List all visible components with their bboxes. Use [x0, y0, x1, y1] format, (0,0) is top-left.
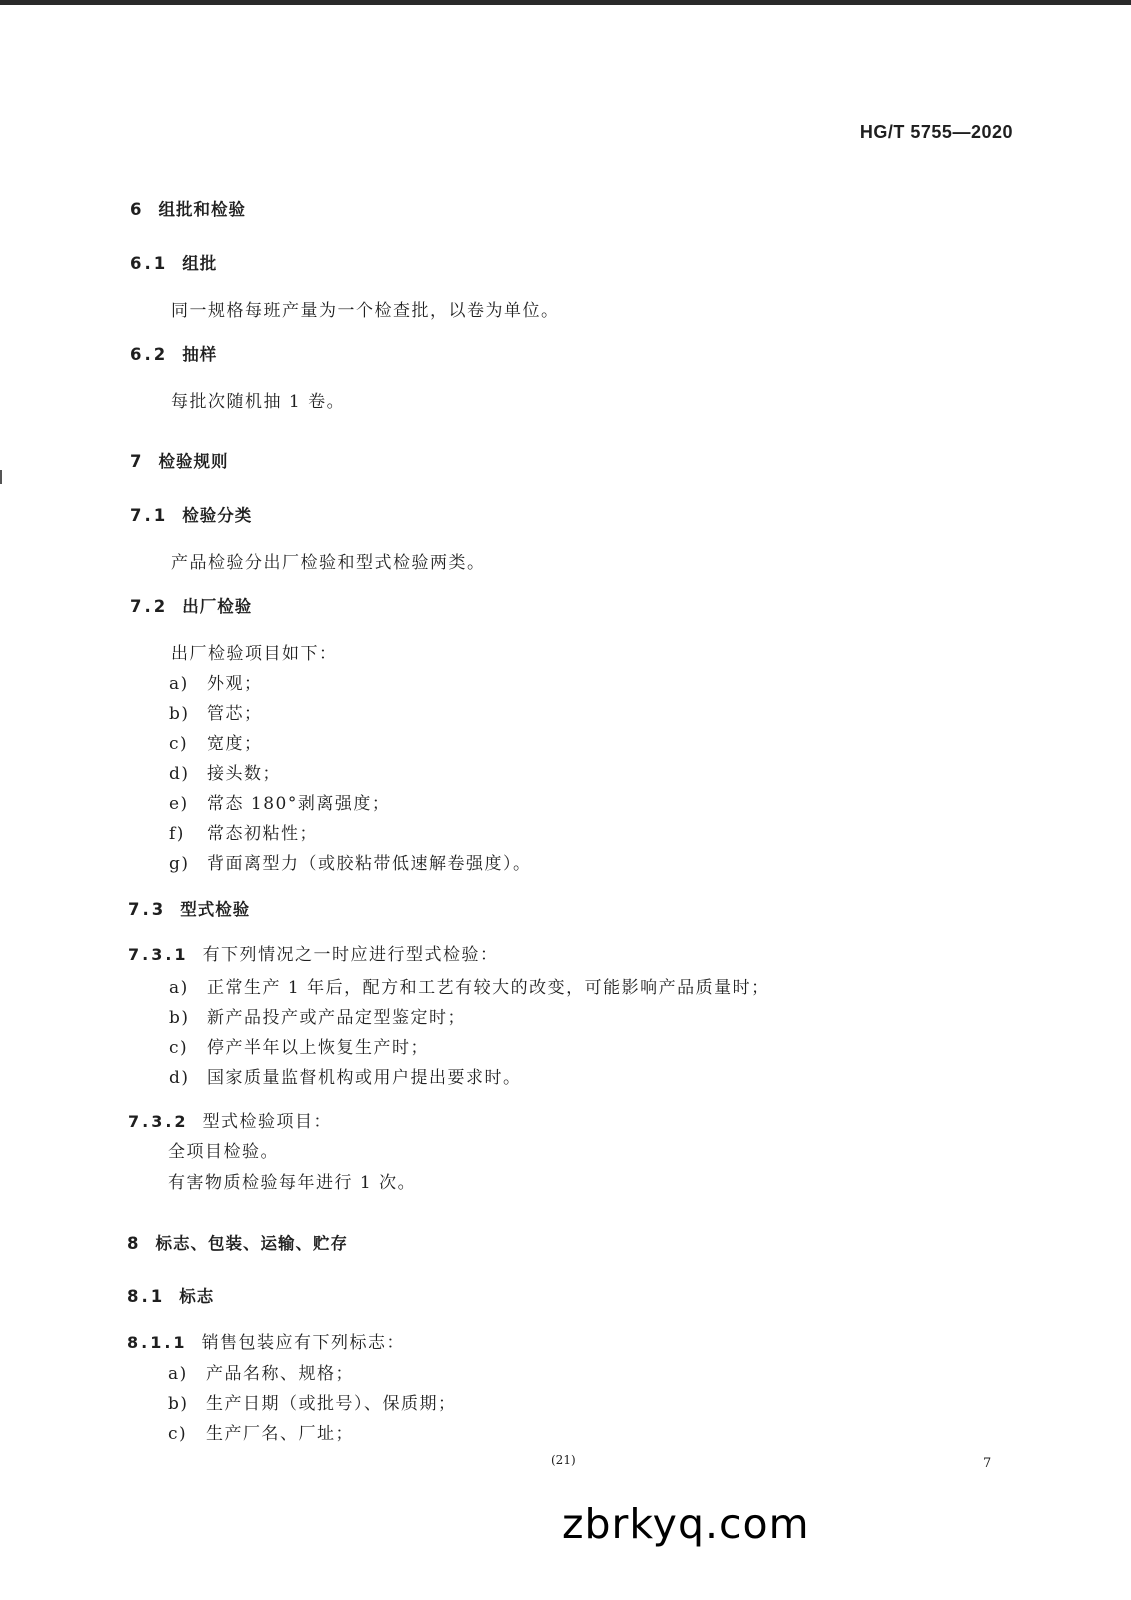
- list-item: [169, 819, 318, 844]
- section-title: 组批和检验: [158, 200, 246, 219]
- list-text: 接头数；: [207, 764, 281, 784]
- list-label: b): [168, 1394, 189, 1414]
- section-number: 7.1: [130, 506, 169, 525]
- section-heading-6-1: [130, 250, 217, 274]
- clause-7-3-1: [128, 940, 499, 965]
- list-item: [168, 1419, 354, 1444]
- section-number: 6.2: [130, 345, 169, 364]
- list-item: [169, 1033, 429, 1058]
- list-text: 管芯；: [207, 704, 263, 724]
- page-number-center: (21): [551, 1453, 576, 1467]
- section-number: 7.2: [130, 597, 169, 616]
- clause-number: 7.3.1: [128, 945, 189, 964]
- section-title: 抽样: [182, 345, 218, 364]
- section-title: 检验规则: [158, 452, 229, 471]
- section-number: 8: [127, 1234, 142, 1253]
- list-text: 国家质量监督机构或用户提出要求时。: [207, 1068, 522, 1088]
- list-text: 正常生产 1 年后，配方和工艺有较大的改变，可能影响产品质量时；: [207, 978, 770, 998]
- clause-text: 销售包装应有下列标志：: [201, 1333, 406, 1353]
- scan-mark: [0, 470, 2, 484]
- list-item: [168, 1389, 457, 1414]
- list-item: [169, 1003, 466, 1028]
- clause-text: 型式检验项目：: [202, 1112, 333, 1132]
- clause-number: 7.3.2: [128, 1112, 189, 1131]
- top-border: [0, 0, 1131, 5]
- paragraph-7-2: 出厂检验项目如下：: [171, 644, 338, 664]
- paragraph-7-3-2-a: 全项目检验。: [168, 1142, 279, 1162]
- list-item: [169, 729, 263, 754]
- list-item: [169, 1063, 522, 1088]
- section-heading-8-1: [127, 1283, 214, 1307]
- list-text: 常态初粘性；: [207, 824, 318, 844]
- section-title: 标志: [179, 1287, 215, 1306]
- list-label: c): [169, 734, 189, 754]
- list-text: 生产日期（或批号）、保质期；: [206, 1394, 457, 1414]
- list-label: e): [169, 794, 189, 814]
- section-heading-6: [130, 196, 246, 220]
- section-number: 7.3: [128, 900, 167, 919]
- list-label: a): [169, 978, 189, 998]
- list-label: f): [169, 824, 185, 844]
- section-title: 检验分类: [182, 506, 253, 525]
- list-label: b): [169, 704, 190, 724]
- list-item: [169, 849, 532, 874]
- list-label: g): [169, 854, 190, 874]
- list-text: 新产品投产或产品定型鉴定时；: [207, 1008, 466, 1028]
- paragraph-6-2: 每批次随机抽 1 卷。: [171, 392, 346, 412]
- section-heading-8: [127, 1230, 348, 1254]
- list-label: c): [169, 1038, 189, 1058]
- page-number-right: 7: [983, 1456, 992, 1471]
- list-item: [169, 973, 770, 998]
- section-number: 6.1: [130, 254, 169, 273]
- section-title: 型式检验: [180, 900, 251, 919]
- section-heading-7-3: [128, 896, 250, 920]
- clause-8-1-1: [127, 1328, 405, 1353]
- list-label: a): [169, 674, 189, 694]
- list-item: [169, 669, 263, 694]
- list-text: 停产半年以上恢复生产时；: [207, 1038, 429, 1058]
- list-item: [169, 789, 390, 814]
- paragraph-7-3-2-b: 有害物质检验每年进行 1 次。: [168, 1173, 417, 1193]
- list-text: 外观；: [207, 674, 263, 694]
- list-text: 产品名称、规格；: [206, 1364, 354, 1384]
- section-title: 组批: [182, 254, 218, 273]
- document-code: HG/T 5755—2020: [859, 122, 1013, 142]
- list-item: [169, 759, 281, 784]
- list-text: 生产厂名、厂址；: [206, 1424, 354, 1444]
- list-item: [169, 699, 263, 724]
- section-title: 出厂检验: [182, 597, 253, 616]
- section-number: 8.1: [127, 1287, 166, 1306]
- list-text: 常态 180°剥离强度；: [207, 794, 391, 814]
- list-text: 背面离型力（或胶粘带低速解卷强度）。: [207, 854, 532, 874]
- list-label: d): [169, 764, 190, 784]
- section-heading-7: [130, 448, 228, 472]
- clause-7-3-2: [128, 1107, 332, 1132]
- section-number: 7: [130, 452, 145, 471]
- list-text: 宽度；: [207, 734, 263, 754]
- watermark-text: zbrkyq.com: [562, 1500, 810, 1548]
- section-number: 6: [130, 200, 145, 219]
- section-title: 标志、包装、运输、贮存: [155, 1234, 348, 1253]
- list-label: b): [169, 1008, 190, 1028]
- paragraph-7-1: 产品检验分出厂检验和型式检验两类。: [171, 553, 486, 573]
- section-heading-6-2: [130, 341, 217, 365]
- clause-text: 有下列情况之一时应进行型式检验：: [202, 945, 499, 965]
- list-label: c): [168, 1424, 188, 1444]
- list-item: [168, 1359, 354, 1384]
- list-label: d): [169, 1068, 190, 1088]
- paragraph-6-1: 同一规格每班产量为一个检查批，以卷为单位。: [171, 301, 560, 321]
- section-heading-7-1: [130, 502, 252, 526]
- clause-number: 8.1.1: [127, 1333, 188, 1352]
- list-label: a): [168, 1364, 188, 1384]
- section-heading-7-2: [130, 593, 252, 617]
